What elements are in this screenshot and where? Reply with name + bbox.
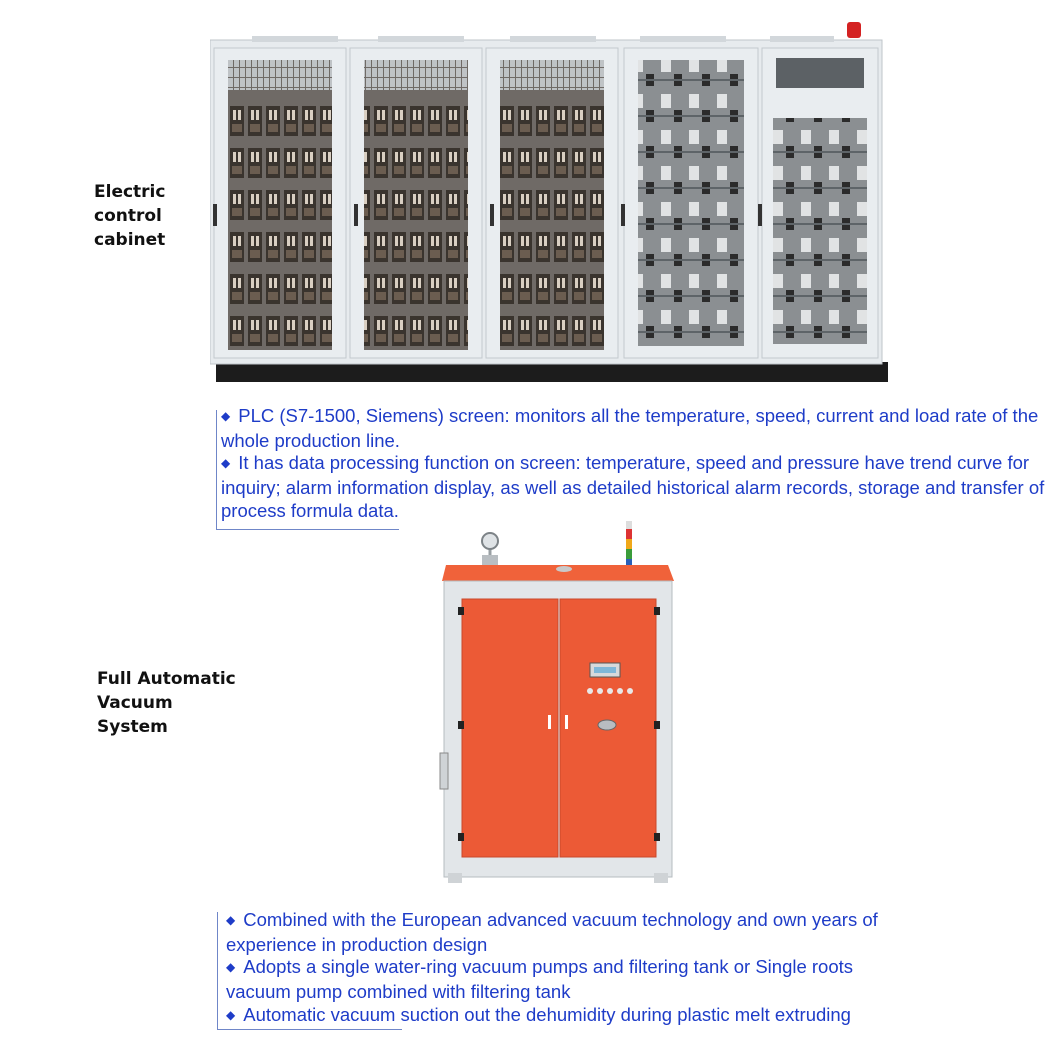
vacuum-door-left (462, 599, 558, 857)
electric-control-cabinet-label (94, 180, 165, 252)
label-line: System (97, 717, 168, 737)
label-line: Vacuum (97, 693, 173, 713)
bullet-text: Combined with the European advanced vacuum technology and own years of experience in production design (226, 909, 878, 955)
description-bracket (217, 912, 402, 1030)
label-line: control (94, 206, 162, 226)
cabinet-door (762, 48, 878, 358)
label-line: Electric (94, 182, 166, 202)
label-line: cabinet (94, 230, 166, 250)
description-bracket (216, 410, 399, 530)
cabinet-door (624, 48, 758, 358)
cabinet-door (214, 48, 346, 358)
bullet-text: Automatic vacuum suction out the dehumidity during plastic melt extruding (243, 1003, 851, 1025)
electric-control-cabinet-image (210, 18, 888, 384)
label-line: Full Automatic (97, 669, 236, 689)
bullet-text: It has data processing function on screen: temperature, speed and pressure have trend curve for inquiry; alarm information display, as well as detailed historical alarm records, storage and transfer of process formula data. (221, 452, 1045, 521)
bullet-text: Adopts a single water-ring vacuum pumps and filtering tank or Single roots vacuum pump combined with filtering tank (226, 956, 854, 1003)
cabinet-door (350, 48, 482, 358)
bullet-text: PLC (S7-1500, Siemens) screen: monitors all the temperature, speed, current and load rate of the whole production line. (221, 405, 1039, 451)
vacuum-system-label (97, 667, 236, 739)
vacuum-system-image (438, 517, 676, 885)
cabinet-door (486, 48, 618, 358)
